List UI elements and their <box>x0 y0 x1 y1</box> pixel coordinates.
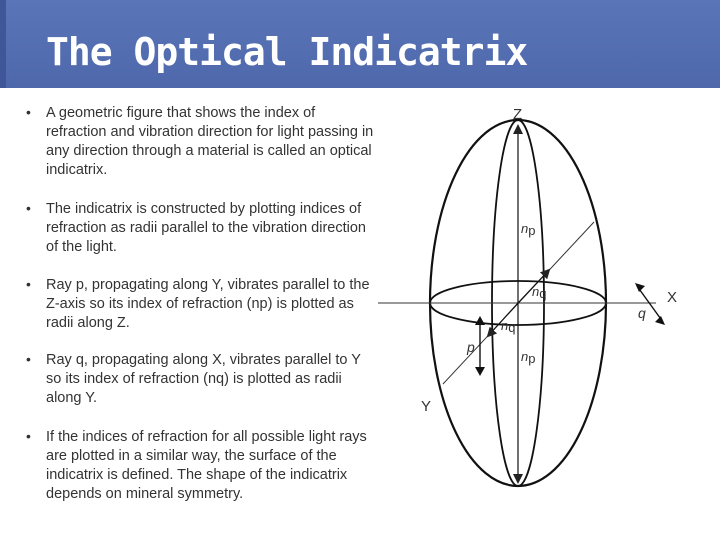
ray-p-arrowhead-down <box>475 367 485 376</box>
bullet-dot: • <box>26 276 31 292</box>
np-lower-label: np <box>521 349 536 366</box>
ray-p-arrowhead-up <box>475 316 485 325</box>
bullet-text: A geometric figure that shows the index of refraction and vibration direction for light passing in any direction through a material is called an optical indicatrix. <box>46 105 374 178</box>
title-bar <box>0 0 720 88</box>
z-axis-label: Z <box>513 106 523 123</box>
bullet-item <box>26 200 376 257</box>
y-axis-label: Y <box>421 398 432 415</box>
bullet-item <box>26 276 376 333</box>
ray-q-arrowhead-down <box>655 316 665 325</box>
bullet-text: Ray q, propagating along X, vibrates parallel to Y so its index of refraction (nq) is plotted as radii along Y. <box>46 352 361 406</box>
np-upper-label: np <box>521 221 536 238</box>
bullet-dot: • <box>26 428 31 444</box>
bullet-item <box>26 428 376 504</box>
bullet-dot: • <box>26 200 31 216</box>
bullet-item <box>26 351 376 408</box>
bullet-item <box>26 104 376 180</box>
x-axis-label: X <box>667 289 678 306</box>
nq-upper-label: nq <box>532 284 547 301</box>
bullet-text: The indicatrix is constructed by plotting indices of refraction as radii parallel to the vibration direction of the light. <box>46 201 366 255</box>
title-bar-edge <box>0 0 6 88</box>
ray-q-arrowhead-up <box>635 283 645 292</box>
bullet-dot: • <box>26 351 31 367</box>
ray-p-label: p <box>467 339 475 355</box>
slide-title: The Optical Indicatrix <box>46 30 528 74</box>
bullet-text: If the indices of refraction for all possible light rays are plotted in a similar way, the surface of the indicatrix is defined. The shape of the indicatrix depends on mineral symmetry. <box>46 429 367 502</box>
ray-q-label: q <box>638 305 646 321</box>
nq-lower-label: nq <box>501 318 516 335</box>
bullet-text: Ray p, propagating along Y, vibrates parallel to the Z-axis so its index of refraction (np) is plotted as radii along Z. <box>46 277 370 331</box>
indicatrix-diagram <box>370 90 710 510</box>
bullet-dot: • <box>26 104 31 120</box>
